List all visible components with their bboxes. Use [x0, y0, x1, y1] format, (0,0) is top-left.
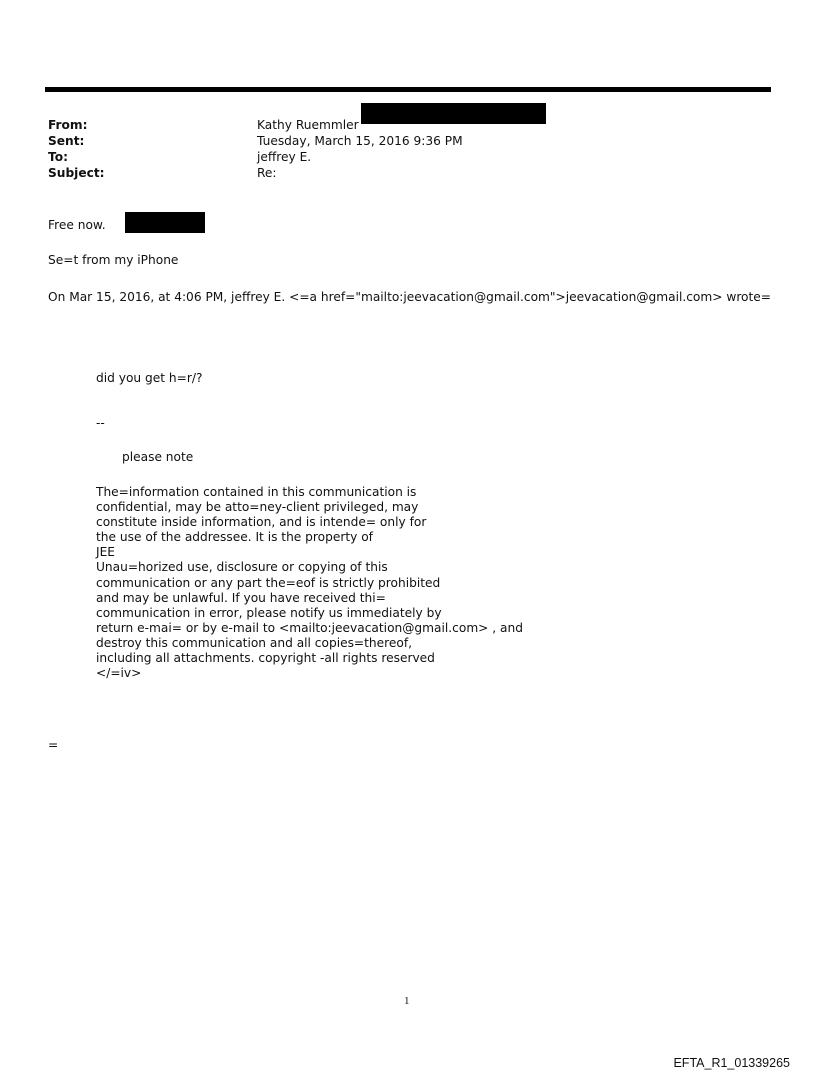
disclaimer-text: The=information contained in this communication is confidential, may be atto=ney-client privileged, may constitute inside information, and is intende= only for the use of the addressee. It is the property of JEE Unau=horized use, disclosure or copying of this communication or any part the=eof is strictly prohibited and may be unlawful. If you have received thi= communication in error, please notify us immediately by return e-mai= or by e-mail to <mailto:jeevacation@gmail.com> , and destroy this communication and all copies=thereof, including all attachments. copyright -all rights reserved </=iv> — [96, 485, 523, 681]
sent-label: Sent: — [48, 134, 85, 148]
subject-label: Subject: — [48, 166, 105, 180]
quoted-message: did you get h=r/? — [96, 371, 203, 385]
trailing-equals: = — [48, 738, 59, 752]
subject-value: Re: — [257, 166, 277, 180]
document-id: EFTA_R1_01339265 — [673, 1056, 790, 1070]
signature-dash: -- — [96, 416, 105, 430]
from-value: Kathy Ruemmler — [257, 118, 359, 132]
from-label: From: — [48, 118, 88, 132]
sent-value: Tuesday, March 15, 2016 9:36 PM — [257, 134, 463, 148]
to-value: jeffrey E. — [257, 150, 312, 164]
sent-from-text: Se=t from my iPhone — [48, 253, 179, 267]
redaction-box — [125, 212, 205, 233]
please-note: please note — [122, 450, 194, 464]
page-number: 1 — [404, 995, 410, 1007]
redaction-box — [361, 103, 546, 124]
header-rule — [45, 87, 771, 92]
quote-intro: On Mar 15, 2016, at 4:06 PM, jeffrey E. <=a href="mailto:jeevacation@gmail.com">jeevacation@gmail.com> wrote= — [48, 290, 772, 304]
to-label: To: — [48, 150, 68, 164]
free-now-text: Free now. — [48, 218, 106, 232]
